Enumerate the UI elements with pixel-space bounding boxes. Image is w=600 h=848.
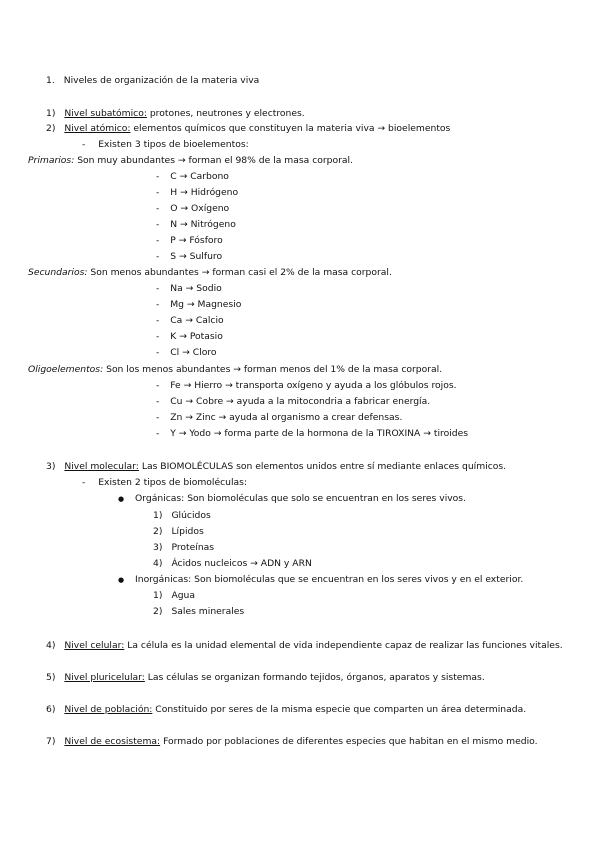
list-item: - Y → Yodo → forma parte de la hormona de la TIROXINA → tiroides <box>156 428 469 439</box>
level-population: 6) Nivel de población: Constituido por seres de la misma especie que comparten un área determinada. <box>46 704 527 715</box>
list-item: - Mg → Magnesio <box>156 299 242 310</box>
list-item: 3) Proteínas <box>153 542 215 553</box>
list-item: - K → Potasio <box>156 331 223 342</box>
list-item: - O → Oxígeno <box>156 203 230 214</box>
level-label: Nivel de ecosistema: <box>64 736 161 747</box>
list-item: - N → Nitrógeno <box>156 219 236 230</box>
trace-elements-heading: Oligoelementos: Son los menos abundantes → forman menos del 1% de la masa corporal. <box>28 364 443 375</box>
doc-title: 1. Niveles de organización de la materia viva <box>46 75 260 86</box>
list-item: - Ca → Calcio <box>156 315 224 326</box>
list-item: - P → Fósforo <box>156 235 223 246</box>
level-text: Constituido por seres de la misma especie que comparten un área determinada. <box>155 704 527 715</box>
bullet-icon: ● <box>118 495 125 503</box>
list-item: - Na → Sodio <box>156 283 222 294</box>
organic-heading: ● Orgánicas: Son biomoléculas que solo se encuentran en los seres vivos. <box>118 493 467 504</box>
inorganic-heading: ● Inorgánicas: Son biomoléculas que se encuentran en los seres vivos y en el exterior. <box>118 574 524 585</box>
level-label: Nivel atómico: <box>64 123 131 134</box>
list-item: - S → Sulfuro <box>156 251 223 262</box>
level-molecular: 3) Nivel molecular: Las BIOMOLÉCULAS son elementos unidos entre sí mediante enlaces químicos. <box>46 461 507 472</box>
level-cellular: 4) Nivel celular: La célula es la unidad elemental de vida independiente capaz de realizar las funciones vitales. <box>46 640 563 651</box>
level-label: Nivel subatómico: <box>64 108 147 119</box>
level-text: elementos químicos que constituyen la materia viva → bioelementos <box>133 123 451 134</box>
secondary-elements-heading: Secundarios: Son menos abundantes → forman casi el 2% de la masa corporal. <box>28 267 392 278</box>
level-label: Nivel celular: <box>64 640 125 651</box>
list-item: - Cu → Cobre → ayuda a la mitocondria a fabricar energía. <box>156 396 431 407</box>
level-atomic: 2) Nivel atómico: elementos químicos que constituyen la materia viva → bioelementos <box>46 123 451 134</box>
bioelements-intro: - Existen 3 tipos de bioelementos: <box>82 139 249 150</box>
list-item: - Cl → Cloro <box>156 347 217 358</box>
list-item: - C → Carbono <box>156 171 229 182</box>
level-label: Nivel pluricelular: <box>64 672 145 683</box>
list-item: - H → Hidrógeno <box>156 187 239 198</box>
list-item: - Zn → Zinc → ayuda al organismo a crear defensas. <box>156 412 403 423</box>
level-text: Las BIOMOLÉCULAS son elementos unidos entre sí mediante enlaces químicos. <box>141 461 507 472</box>
level-text: La célula es la unidad elemental de vida independiente capaz de realizar las funciones vitales. <box>127 640 563 651</box>
list-item: 1) Glúcidos <box>153 510 211 521</box>
list-item: 1) Agua <box>153 590 196 601</box>
level-subatomic: 1) Nivel subatómico: protones, neutrones y electrones. <box>46 108 305 119</box>
level-label: Nivel molecular: <box>64 461 139 472</box>
list-item: 4) Ácidos nucleicos → ADN y ARN <box>153 558 312 569</box>
bullet-icon: ● <box>118 576 125 584</box>
list-item: - Fe → Hierro → transporta oxígeno y ayuda a los glóbulos rojos. <box>156 380 457 391</box>
level-text: Las células se organizan formando tejidos, órganos, aparatos y sistemas. <box>147 672 485 683</box>
level-multicellular: 5) Nivel pluricelular: Las células se organizan formando tejidos, órganos, aparatos y sistemas. <box>46 672 485 683</box>
level-text: protones, neutrones y electrones. <box>149 108 305 119</box>
level-text: Formado por poblaciones de diferentes especies que habitan en el mismo medio. <box>163 736 538 747</box>
level-label: Nivel de población: <box>64 704 153 715</box>
level-ecosystem: 7) Nivel de ecosistema: Formado por poblaciones de diferentes especies que habitan en el mismo medio. <box>46 736 538 747</box>
primary-elements-heading: Primarios: Son muy abundantes → forman el 98% de la masa corporal. <box>28 155 353 166</box>
biomolecules-intro: - Existen 2 tipos de biomoléculas: <box>82 477 248 488</box>
list-item: 2) Sales minerales <box>153 606 245 617</box>
list-item: 2) Lípidos <box>153 526 204 537</box>
